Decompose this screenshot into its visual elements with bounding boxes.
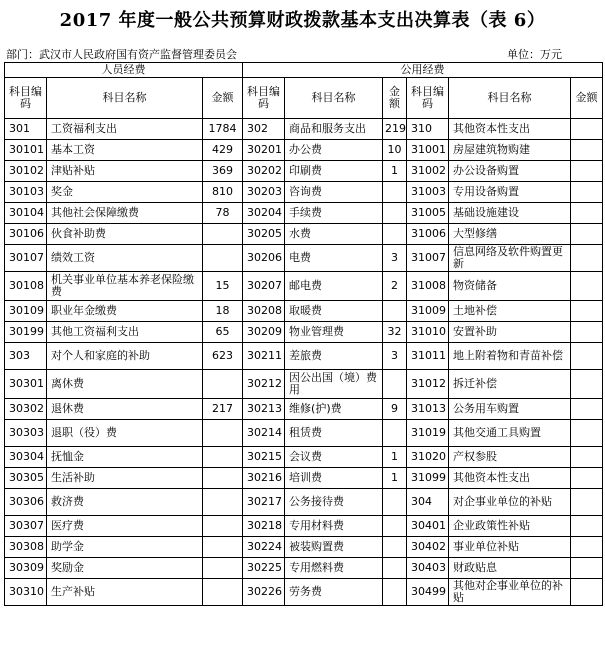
cell-amount [571,140,603,161]
cell-name: 职业年金缴费 [47,301,203,322]
cell-name: 退休费 [47,399,203,420]
cell-name: 津贴补贴 [47,161,203,182]
cell-code: 30401 [407,516,449,537]
table-row [5,489,603,516]
cell-name: 其他资本性支出 [449,119,571,140]
cell-name: 其他交通工具购置 [449,420,571,447]
cell-code: 31005 [407,203,449,224]
header-amount: 金额 [383,78,407,119]
table-row [5,182,603,203]
cell-code: 30102 [5,161,47,182]
cell-amount: 810 [203,182,243,203]
cell-amount: 2 [383,272,407,301]
table-row [5,245,603,272]
cell-amount [203,447,243,468]
cell-name: 对个人和家庭的补助 [47,343,203,370]
cell-name: 专用材料费 [285,516,383,537]
cell-code: 31006 [407,224,449,245]
cell-name: 救济费 [47,489,203,516]
table-row [5,370,603,399]
cell-code: 31020 [407,447,449,468]
cell-name: 差旅费 [285,343,383,370]
cell-amount [571,203,603,224]
header-name: 科目名称 [285,78,383,119]
cell-code: 302 [243,119,285,140]
cell-code: 31007 [407,245,449,272]
cell-code: 30309 [5,558,47,579]
table-row [5,272,603,301]
cell-code: 31001 [407,140,449,161]
cell-code: 30101 [5,140,47,161]
unit-label: 单位：万元 [507,48,562,61]
table-row [5,343,603,370]
cell-amount [571,447,603,468]
cell-name: 生产补贴 [47,579,203,606]
cell-code: 31003 [407,182,449,203]
cell-code: 30208 [243,301,285,322]
cell-name: 事业单位补贴 [449,537,571,558]
header-code: 科目编码 [5,78,47,119]
group-public: 公用经费 [243,63,603,78]
table-row [5,203,603,224]
cell-amount [383,301,407,322]
cell-amount [571,245,603,272]
header-amount: 金额 [571,78,603,119]
cell-name: 基础设施建设 [449,203,571,224]
cell-amount [571,489,603,516]
cell-code: 30108 [5,272,47,301]
table-row [5,119,603,140]
cell-name: 物资储备 [449,272,571,301]
cell-amount: 18 [203,301,243,322]
table-row [5,399,603,420]
cell-name: 因公出国（境）费用 [285,370,383,399]
cell-name: 离休费 [47,370,203,399]
cell-name: 地上附着物和青苗补偿 [449,343,571,370]
cell-code: 304 [407,489,449,516]
cell-name: 被装购置费 [285,537,383,558]
cell-code: 30209 [243,322,285,343]
cell-name: 其他社会保障缴费 [47,203,203,224]
cell-name: 公务用车购置 [449,399,571,420]
cell-code: 31012 [407,370,449,399]
cell-amount [383,489,407,516]
cell-code: 31002 [407,161,449,182]
cell-name: 会议费 [285,447,383,468]
cell-amount [571,272,603,301]
cell-name: 医疗费 [47,516,203,537]
cell-name: 商品和服务支出 [285,119,383,140]
cell-name: 印刷费 [285,161,383,182]
cell-code: 31010 [407,322,449,343]
cell-name: 专用设备购置 [449,182,571,203]
cell-amount: 3 [383,343,407,370]
table-row [5,537,603,558]
cell-amount [571,468,603,489]
cell-amount: 217 [203,399,243,420]
cell-amount [383,558,407,579]
cell-amount [383,579,407,606]
cell-name: 伙食补助费 [47,224,203,245]
cell-code: 30224 [243,537,285,558]
department-label: 部门：武汉市人民政府国有资产监督管理委员会 [6,48,237,61]
cell-amount: 78 [203,203,243,224]
cell-code: 30306 [5,489,47,516]
cell-name: 财政贴息 [449,558,571,579]
cell-code: 30205 [243,224,285,245]
cell-code: 30215 [243,447,285,468]
cell-code: 30217 [243,489,285,516]
cell-amount [571,161,603,182]
cell-amount: 623 [203,343,243,370]
cell-code: 30308 [5,537,47,558]
cell-code: 30302 [5,399,47,420]
cell-code: 30499 [407,579,449,606]
cell-code: 30107 [5,245,47,272]
cell-code: 301 [5,119,47,140]
cell-code: 30109 [5,301,47,322]
cell-name: 房屋建筑物购建 [449,140,571,161]
cell-code: 30305 [5,468,47,489]
cell-amount: 15 [203,272,243,301]
cell-amount: 9 [383,399,407,420]
cell-amount [571,420,603,447]
cell-amount [571,579,603,606]
cell-amount: 10 [383,140,407,161]
cell-amount [571,322,603,343]
table-row [5,322,603,343]
table-row [5,558,603,579]
cell-amount [203,579,243,606]
cell-amount: 1 [383,447,407,468]
cell-code: 30303 [5,420,47,447]
cell-amount: 1 [383,161,407,182]
cell-amount: 1784 [203,119,243,140]
cell-name: 物业管理费 [285,322,383,343]
cell-name: 取暖费 [285,301,383,322]
cell-name: 绩效工资 [47,245,203,272]
cell-code: 30103 [5,182,47,203]
table-row [5,140,603,161]
cell-amount [383,537,407,558]
cell-amount [383,224,407,245]
cell-code: 30203 [243,182,285,203]
cell-code: 30202 [243,161,285,182]
cell-name: 产权参股 [449,447,571,468]
cell-name: 办公设备购置 [449,161,571,182]
cell-name: 专用燃料费 [285,558,383,579]
cell-name: 其他工资福利支出 [47,322,203,343]
table-row [5,301,603,322]
cell-code: 31011 [407,343,449,370]
cell-name: 奖金 [47,182,203,203]
cell-amount [203,420,243,447]
cell-code: 30213 [243,399,285,420]
cell-amount [203,489,243,516]
cell-code: 30204 [243,203,285,224]
group-personnel: 人员经费 [5,63,243,78]
cell-amount [383,420,407,447]
cell-code: 30216 [243,468,285,489]
cell-name: 培训费 [285,468,383,489]
table-row [5,579,603,606]
cell-amount [571,301,603,322]
cell-code: 31008 [407,272,449,301]
cell-name: 基本工资 [47,140,203,161]
cell-code: 30206 [243,245,285,272]
cell-code: 30211 [243,343,285,370]
cell-name: 维修(护)费 [285,399,383,420]
cell-code: 30207 [243,272,285,301]
cell-name: 其他资本性支出 [449,468,571,489]
cell-amount: 65 [203,322,243,343]
cell-code: 303 [5,343,47,370]
column-header-row [5,78,603,119]
cell-name: 生活补助 [47,468,203,489]
table-row [5,516,603,537]
cell-name: 工资福利支出 [47,119,203,140]
header-name: 科目名称 [47,78,203,119]
cell-code: 30226 [243,579,285,606]
cell-amount [203,245,243,272]
cell-amount: 429 [203,140,243,161]
cell-name: 租赁费 [285,420,383,447]
cell-amount [203,468,243,489]
cell-name: 机关事业单位基本养老保险缴费 [47,272,203,301]
cell-name: 大型修缮 [449,224,571,245]
cell-name: 电费 [285,245,383,272]
cell-code: 30403 [407,558,449,579]
cell-code: 30304 [5,447,47,468]
header-code: 科目编码 [243,78,285,119]
cell-amount [383,182,407,203]
cell-code: 30199 [5,322,47,343]
cell-amount [383,516,407,537]
cell-amount [571,537,603,558]
header-name: 科目名称 [449,78,571,119]
cell-code: 30218 [243,516,285,537]
cell-name: 助学金 [47,537,203,558]
cell-name: 劳务费 [285,579,383,606]
cell-amount [571,119,603,140]
expenditure-table [4,62,603,606]
cell-name: 奖励金 [47,558,203,579]
cell-name: 其他对企事业单位的补贴 [449,579,571,606]
cell-name: 办公费 [285,140,383,161]
cell-amount [203,558,243,579]
cell-code: 30106 [5,224,47,245]
table-row [5,468,603,489]
cell-amount [383,203,407,224]
header-code: 科目编码 [407,78,449,119]
cell-amount [383,370,407,399]
cell-amount: 1 [383,468,407,489]
cell-code: 31019 [407,420,449,447]
cell-amount [203,537,243,558]
cell-amount [571,182,603,203]
page-title: 2017 年度一般公共预算财政拨款基本支出决算表（表 6） [59,10,546,31]
cell-amount [571,343,603,370]
cell-amount: 369 [203,161,243,182]
cell-code: 30402 [407,537,449,558]
cell-name: 公务接待费 [285,489,383,516]
cell-amount [203,224,243,245]
cell-amount [571,224,603,245]
cell-amount [571,558,603,579]
cell-name: 咨询费 [285,182,383,203]
cell-amount: 219 [383,119,407,140]
cell-name: 企业政策性补贴 [449,516,571,537]
cell-amount [203,516,243,537]
cell-name: 抚恤金 [47,447,203,468]
cell-code: 30201 [243,140,285,161]
cell-name: 信息网络及软件购置更新 [449,245,571,272]
cell-amount [203,370,243,399]
cell-name: 手续费 [285,203,383,224]
cell-code: 31099 [407,468,449,489]
cell-amount: 3 [383,245,407,272]
cell-code: 310 [407,119,449,140]
cell-code: 30214 [243,420,285,447]
cell-code: 30225 [243,558,285,579]
cell-name: 对企事业单位的补贴 [449,489,571,516]
cell-code: 30104 [5,203,47,224]
cell-name: 安置补助 [449,322,571,343]
group-header-row [5,63,603,78]
cell-amount [571,399,603,420]
table-row [5,420,603,447]
cell-code: 30310 [5,579,47,606]
table-subheading [6,46,598,62]
cell-name: 水费 [285,224,383,245]
cell-amount [571,370,603,399]
table-row [5,224,603,245]
cell-amount: 32 [383,322,407,343]
cell-name: 退职（役）费 [47,420,203,447]
cell-code: 31013 [407,399,449,420]
cell-name: 土地补偿 [449,301,571,322]
cell-code: 30301 [5,370,47,399]
cell-name: 拆迁补偿 [449,370,571,399]
cell-code: 31009 [407,301,449,322]
cell-code: 30307 [5,516,47,537]
table-row [5,447,603,468]
cell-amount [571,516,603,537]
cell-name: 邮电费 [285,272,383,301]
cell-code: 30212 [243,370,285,399]
header-amount: 金额 [203,78,243,119]
table-row [5,161,603,182]
